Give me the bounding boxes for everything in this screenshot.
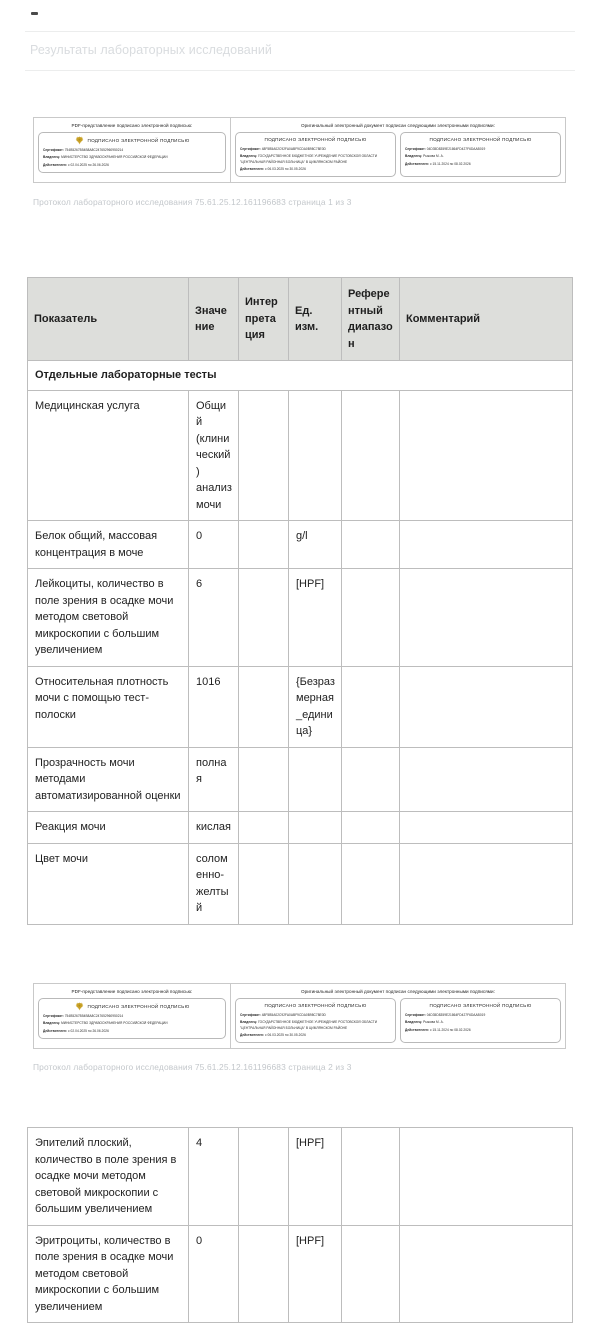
signature-card-title-text: ПОДПИСАНО ЭЛЕКТРОННОЙ ПОДПИСЬЮ xyxy=(87,137,190,143)
cell-range xyxy=(342,390,400,521)
signature-card-hospital xyxy=(235,132,396,177)
cell-value: соломенно-желтый xyxy=(189,843,239,924)
table-row xyxy=(28,812,573,844)
certificate-value: 48F5B5A02C92FA0ABF9CDA0B98C78E0D xyxy=(261,1013,326,1017)
table-group-label: Отдельные лабораторные тесты xyxy=(28,361,573,391)
table-row xyxy=(28,747,573,812)
cell-interpretation xyxy=(239,843,289,924)
validity-value: с 02.04.2025 по 26.06.2026 xyxy=(67,162,109,167)
pdf-signature-heading: PDF-представление подписано электронной подписью: xyxy=(71,123,193,128)
validity-value: с 06.03.2025 по 30.05.2026 xyxy=(264,1032,306,1037)
signature-card-doctor xyxy=(400,998,561,1043)
certificate-line xyxy=(43,148,221,153)
signature-card-title-text: ПОДПИСАНО ЭЛЕКТРОННОЙ ПОДПИСЬЮ xyxy=(264,1003,367,1008)
certificate-line xyxy=(240,1013,391,1018)
cell-indicator: Прозрачность мочи методами автоматизированной оценки xyxy=(28,747,189,812)
owner-line xyxy=(240,1020,391,1030)
owner-label: Владелец: xyxy=(43,1021,61,1026)
owner-line xyxy=(240,154,391,164)
cell-interpretation xyxy=(239,666,289,747)
owner-value: Рыжова М. А. xyxy=(423,1020,444,1025)
validity-label: Действителен: xyxy=(240,1032,265,1037)
header-divider-top xyxy=(25,31,575,32)
original-signature-panel xyxy=(231,118,565,182)
owner-value: МИНИСТЕРСТВО ЗДРАВООХРАНЕНИЯ РОССИЙСКОЙ ФЕДЕРАЦИИ xyxy=(61,155,168,160)
signature-card-title xyxy=(43,1002,221,1011)
signature-card-doctor xyxy=(400,132,561,177)
cell-unit: [HPF] xyxy=(289,1225,342,1323)
validity-line xyxy=(240,167,391,172)
table-header-row xyxy=(28,278,573,361)
cell-comment xyxy=(400,812,573,844)
window-marker-icon xyxy=(31,12,38,15)
validity-line xyxy=(240,1033,391,1038)
cell-unit xyxy=(289,812,342,844)
owner-label: Владелец: xyxy=(240,154,258,159)
signature-card-title-text: ПОДПИСАНО ЭЛЕКТРОННОЙ ПОДПИСЬЮ xyxy=(429,1003,532,1008)
top-bar xyxy=(0,0,600,31)
cell-unit xyxy=(289,747,342,812)
owner-value: МИНИСТЕРСТВО ЗДРАВООХРАНЕНИЯ РОССИЙСКОЙ ФЕДЕРАЦИИ xyxy=(61,1021,168,1026)
signature-card-title xyxy=(405,1002,556,1010)
cell-unit: g/l xyxy=(289,521,342,569)
owner-line xyxy=(405,154,556,159)
cell-comment xyxy=(400,521,573,569)
signature-block-page1 xyxy=(33,117,566,183)
table-row xyxy=(28,390,573,521)
cell-indicator: Белок общий, массовая концентрация в моче xyxy=(28,521,189,569)
cell-unit xyxy=(289,390,342,521)
owner-value: ГОСУДАРСТВЕННОЕ БЮДЖЕТНОЕ УЧРЕЖДЕНИЕ РОСТОВСКОЙ ОБЛАСТИ "ЦЕНТРАЛЬНАЯ РАЙОННАЯ БОЛЬНИЦА" В ЦИМЛЯНСКОМ РАЙОНЕ xyxy=(240,1020,378,1030)
cell-range xyxy=(342,521,400,569)
table-body xyxy=(28,361,573,925)
owner-label: Владелец: xyxy=(405,1020,423,1025)
cell-comment xyxy=(400,390,573,521)
cell-comment xyxy=(400,1225,573,1323)
signature-card-list xyxy=(235,132,561,177)
certificate-label: Сертификат: xyxy=(43,1014,64,1018)
russian-coat-of-arms-icon xyxy=(75,1002,84,1011)
column-header-unit: Ед. изм. xyxy=(289,278,342,361)
cell-range xyxy=(342,812,400,844)
certificate-label: Сертификат: xyxy=(43,148,64,152)
certificate-value: 04D35D8359E21864FD427F6DAAB019 xyxy=(426,147,486,151)
table-row xyxy=(28,1128,573,1226)
cell-interpretation xyxy=(239,1128,289,1226)
cell-unit: [HPF] xyxy=(289,1128,342,1226)
validity-value: с 15.11.2024 по 08.02.2026 xyxy=(429,161,471,166)
cell-comment xyxy=(400,1128,573,1226)
cell-range xyxy=(342,1225,400,1323)
column-header-reference-range: Референтный диапазон xyxy=(342,278,400,361)
owner-label: Владелец: xyxy=(405,154,423,159)
validity-label: Действителен: xyxy=(405,161,430,166)
pdf-signature-heading: PDF-представление подписано электронной подписью: xyxy=(71,989,193,994)
cell-value: кислая xyxy=(189,812,239,844)
cell-comment xyxy=(400,569,573,667)
certificate-line xyxy=(405,147,556,152)
table-row xyxy=(28,569,573,667)
table-row xyxy=(28,521,573,569)
signature-card-title-text: ПОДПИСАНО ЭЛЕКТРОННОЙ ПОДПИСЬЮ xyxy=(87,1003,190,1009)
pdf-signature-panel xyxy=(34,118,231,182)
certificate-line xyxy=(43,1014,221,1019)
signature-card-ministry xyxy=(38,132,226,173)
original-signature-heading: Оригинальный электронный документ подписан следующими электронными подписями: xyxy=(301,123,495,128)
cell-range xyxy=(342,747,400,812)
certificate-label: Сертификат: xyxy=(405,147,426,151)
protocol-caption-page1: Протокол лабораторного исследования 75.61.25.12.161196683 страница 1 из 3 xyxy=(33,197,352,207)
signature-card-title-text: ПОДПИСАНО ЭЛЕКТРОННОЙ ПОДПИСЬЮ xyxy=(264,137,367,142)
certificate-line xyxy=(240,147,391,152)
russian-coat-of-arms-icon xyxy=(75,136,84,145)
cell-indicator: Лейкоциты, количество в поле зрения в осадке мочи методом световой микроскопии с большим увеличением xyxy=(28,569,189,667)
validity-label: Действителен: xyxy=(43,162,68,167)
certificate-label: Сертификат: xyxy=(240,147,261,151)
cell-interpretation xyxy=(239,747,289,812)
cell-interpretation xyxy=(239,390,289,521)
cell-unit xyxy=(289,843,342,924)
table-row xyxy=(28,843,573,924)
cell-range xyxy=(342,1128,400,1226)
table-body xyxy=(28,1128,573,1323)
certificate-value: 48F5B5A02C92FA0ABF9CDA0B98C78E0D xyxy=(261,147,326,151)
signature-card-title-text: ПОДПИСАНО ЭЛЕКТРОННОЙ ПОДПИСЬЮ xyxy=(429,137,532,142)
cell-indicator: Реакция мочи xyxy=(28,812,189,844)
cell-comment xyxy=(400,843,573,924)
validity-line xyxy=(405,162,556,167)
signature-block-page2 xyxy=(33,983,566,1049)
cell-value: Общий (клинический) анализ мочи xyxy=(189,390,239,521)
cell-unit: {Безразмерная_единица} xyxy=(289,666,342,747)
signature-card-hospital xyxy=(235,998,396,1043)
column-header-indicator: Показатель xyxy=(28,278,189,361)
cell-indicator: Медицинская услуга xyxy=(28,390,189,521)
cell-comment xyxy=(400,666,573,747)
owner-line xyxy=(43,1021,221,1026)
column-header-value: Значение xyxy=(189,278,239,361)
signature-card-title xyxy=(240,1002,391,1010)
owner-line xyxy=(43,155,221,160)
signature-card-ministry xyxy=(38,998,226,1039)
signature-card-title xyxy=(405,136,556,144)
owner-value: Рыжова М. А. xyxy=(423,154,444,159)
cell-range xyxy=(342,569,400,667)
cell-value: 6 xyxy=(189,569,239,667)
signature-card-title xyxy=(43,136,221,145)
cell-interpretation xyxy=(239,812,289,844)
cell-value: 0 xyxy=(189,521,239,569)
validity-line xyxy=(43,1029,221,1034)
owner-value: ГОСУДАРСТВЕННОЕ БЮДЖЕТНОЕ УЧРЕЖДЕНИЕ РОСТОВСКОЙ ОБЛАСТИ "ЦЕНТРАЛЬНАЯ РАЙОННАЯ БОЛЬНИЦА" В ЦИМЛЯНСКОМ РАЙОНЕ xyxy=(240,154,378,164)
cell-comment xyxy=(400,747,573,812)
validity-value: с 15.11.2024 по 08.02.2026 xyxy=(429,1027,471,1032)
certificate-value: 04D35D8359E21864FD427F6DAAB019 xyxy=(426,1013,486,1017)
protocol-caption-page2: Протокол лабораторного исследования 75.61.25.12.161196683 страница 2 из 3 xyxy=(33,1062,352,1072)
owner-label: Владелец: xyxy=(240,1020,258,1025)
certificate-value: 754B5267B54B8A8C247652960950214 xyxy=(64,1014,124,1018)
column-header-interpretation: Интерпретация xyxy=(239,278,289,361)
cell-indicator: Эритроциты, количество в поле зрения в осадке мочи методом световой микроскопии с большим увеличением xyxy=(28,1225,189,1323)
cell-indicator: Цвет мочи xyxy=(28,843,189,924)
owner-label: Владелец: xyxy=(43,155,61,160)
owner-line xyxy=(405,1020,556,1025)
validity-label: Действителен: xyxy=(240,166,265,171)
cell-interpretation xyxy=(239,1225,289,1323)
cell-range xyxy=(342,843,400,924)
header-divider-bottom xyxy=(25,70,575,71)
column-header-comment: Комментарий xyxy=(400,278,573,361)
certificate-line xyxy=(405,1013,556,1018)
cell-value: 1016 xyxy=(189,666,239,747)
cell-value: 0 xyxy=(189,1225,239,1323)
pdf-signature-panel xyxy=(34,984,231,1048)
lab-results-table-page1 xyxy=(27,277,573,925)
signature-card-title xyxy=(240,136,391,144)
table-row xyxy=(28,666,573,747)
cell-interpretation xyxy=(239,569,289,667)
validity-label: Действителен: xyxy=(405,1027,430,1032)
cell-indicator: Эпителий плоский, количество в поле зрения в осадке мочи методом световой микроскопии с большим увеличением xyxy=(28,1128,189,1226)
lab-results-table-page2 xyxy=(27,1127,573,1323)
cell-range xyxy=(342,666,400,747)
certificate-label: Сертификат: xyxy=(240,1013,261,1017)
validity-label: Действителен: xyxy=(43,1028,68,1033)
certificate-value: 754B5267B54B8A8C247652960950214 xyxy=(64,148,124,152)
validity-line xyxy=(405,1028,556,1033)
validity-value: с 06.03.2025 по 30.05.2026 xyxy=(264,166,306,171)
table-row xyxy=(28,1225,573,1323)
signature-card-list xyxy=(235,998,561,1043)
cell-value: полная xyxy=(189,747,239,812)
cell-unit: [HPF] xyxy=(289,569,342,667)
cell-indicator: Относительная плотность мочи с помощью тест-полоски xyxy=(28,666,189,747)
validity-value: с 02.04.2025 по 26.06.2026 xyxy=(67,1028,109,1033)
certificate-label: Сертификат: xyxy=(405,1013,426,1017)
table-group-row xyxy=(28,361,573,391)
cell-value: 4 xyxy=(189,1128,239,1226)
validity-line xyxy=(43,163,221,168)
original-signature-heading: Оригинальный электронный документ подписан следующими электронными подписями: xyxy=(301,989,495,994)
cell-interpretation xyxy=(239,521,289,569)
original-signature-panel xyxy=(231,984,565,1048)
page-title: Результаты лабораторных исследований xyxy=(30,43,273,57)
